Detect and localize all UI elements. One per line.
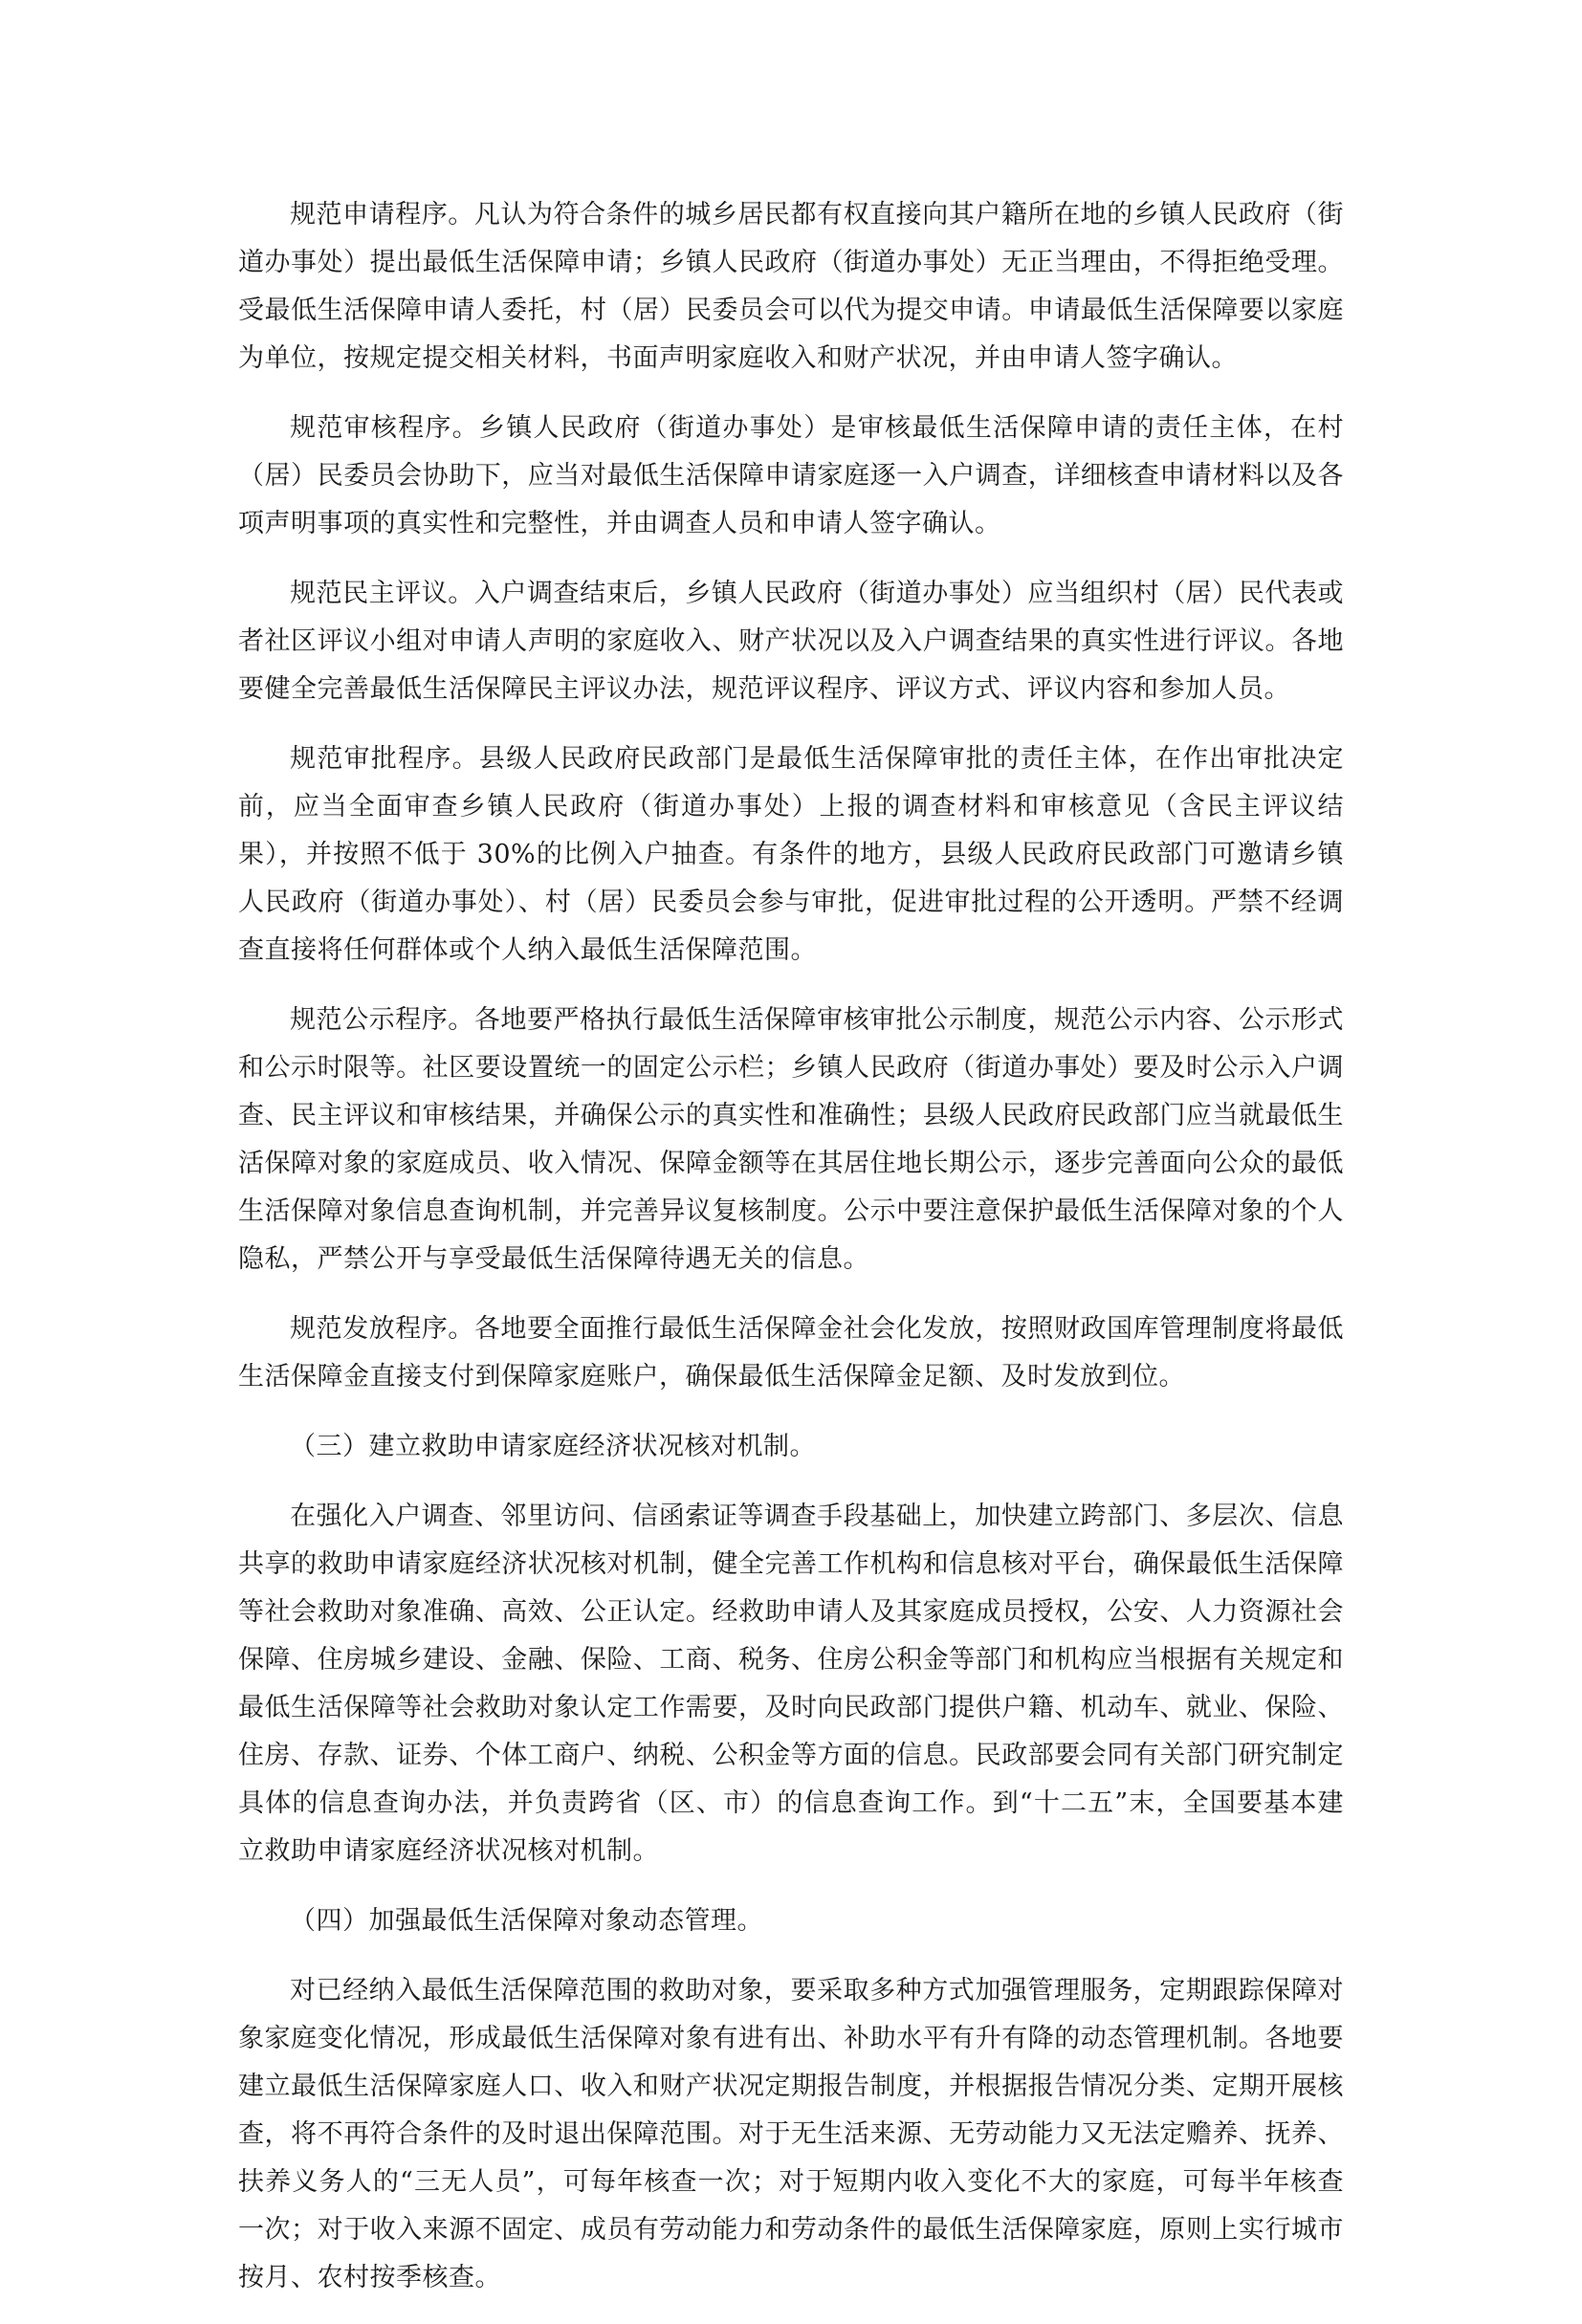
document-body bbox=[238, 191, 1344, 2324]
paragraph-application-procedure: 规范申请程序。凡认为符合条件的城乡居民都有权直接向其户籍所在地的乡镇人民政府（街道办事处）提出最低生活保障申请；乡镇人民政府（街道办事处）无正当理由，不得拒绝受理。受最低生活保障申请人委托，村（居）民委员会可以代为提交申请。申请最低生活保障要以家庭为单位，按规定提交相关材料，书面声明家庭收入和财产状况，并由申请人签字确认。 bbox=[238, 200, 1344, 373]
paragraph-democratic-evaluation: 规范民主评议。入户调查结束后，乡镇人民政府（街道办事处）应当组织村（居）民代表或者社区评议小组对申请人声明的家庭收入、财产状况以及入户调查结果的真实性进行评议。各地要健全完善最低生活保障民主评议办法，规范评议程序、评议方式、评议内容和参加人员。 bbox=[238, 579, 1344, 704]
paragraph-verification-mechanism: 在强化入户调查、邻里访问、信函索证等调查手段基础上，加快建立跨部门、多层次、信息共享的救助申请家庭经济状况核对机制，健全完善工作机构和信息核对平台，确保最低生活保障等社会救助对象准确、高效、公正认定。经救助申请人及其家庭成员授权，公安、人力资源社会保障、住房城乡建设、金融、保险、工商、税务、住房公积金等部门和机构应当根据有关规定和最低生活保障等社会救助对象认定工作需要，及时向民政部门提供户籍、机动车、就业、保险、住房、存款、证券、个体工商户、纳税、公积金等方面的信息。民政部要会同有关部门研究制定具体的信息查询办法，并负责跨省（区、市）的信息查询工作。到“十二五”末，全国要基本建立救助申请家庭经济状况核对机制。 bbox=[238, 1502, 1344, 1866]
paragraph-review-procedure: 规范审核程序。乡镇人民政府（街道办事处）是审核最低生活保障申请的责任主体，在村（居）民委员会协助下，应当对最低生活保障申请家庭逐一入户调查，详细核查申请材料以及各项声明事项的真实性和完整性，并由调查人员和申请人签字确认。 bbox=[238, 413, 1344, 538]
paragraph-payment-procedure: 规范发放程序。各地要全面推行最低生活保障金社会化发放，按照财政国库管理制度将最低生活保障金直接支付到保障家庭账户，确保最低生活保障金足额、及时发放到位。 bbox=[238, 1314, 1344, 1392]
paragraph-dynamic-management: 对已经纳入最低生活保障范围的救助对象，要采取多种方式加强管理服务，定期跟踪保障对象家庭变化情况，形成最低生活保障对象有进有出、补助水平有升有降的动态管理机制。各地要建立最低生活保障家庭人口、收入和财产状况定期报告制度，并根据报告情况分类、定期开展核查，将不再符合条件的及时退出保障范围。对于无生活来源、无劳动能力又无法定赡养、抚养、扶养义务人的“三无人员”，可每年核查一次；对于短期内收入变化不大的家庭，可每半年核查一次；对于收入来源不固定、成员有劳动能力和劳动条件的最低生活保障家庭，原则上实行城市按月、农村按季核查。 bbox=[238, 1976, 1344, 2292]
section-heading-4: （四）加强最低生活保障对象动态管理。 bbox=[290, 1906, 763, 1936]
section-heading-3: （三）建立救助申请家庭经济状况核对机制。 bbox=[290, 1432, 816, 1461]
paragraph-approval-procedure: 规范审批程序。县级人民政府民政部门是最低生活保障审批的责任主体，在作出审批决定前，应当全面审查乡镇人民政府（街道办事处）上报的调查材料和审核意见（含民主评议结果），并按照不低于 30%的比例入户抽查。有条件的地方，县级人民政府民政部门可邀请乡镇人民政府（街道办事处）、村（居）民委员会参与审批，促进审批过程的公开透明。严禁不经调查直接将任何群体或个人纳入最低生活保障范围。 bbox=[238, 744, 1344, 965]
paragraph-publicity-procedure: 规范公示程序。各地要严格执行最低生活保障审核审批公示制度，规范公示内容、公示形式和公示时限等。社区要设置统一的固定公示栏；乡镇人民政府（街道办事处）要及时公示入户调查、民主评议和审核结果，并确保公示的真实性和准确性；县级人民政府民政部门应当就最低生活保障对象的家庭成员、收入情况、保障金额等在其居住地长期公示，逐步完善面向公众的最低生活保障对象信息查询机制，并完善异议复核制度。公示中要注意保护最低生活保障对象的个人隐私，严禁公开与享受最低生活保障待遇无关的信息。 bbox=[238, 1005, 1344, 1274]
